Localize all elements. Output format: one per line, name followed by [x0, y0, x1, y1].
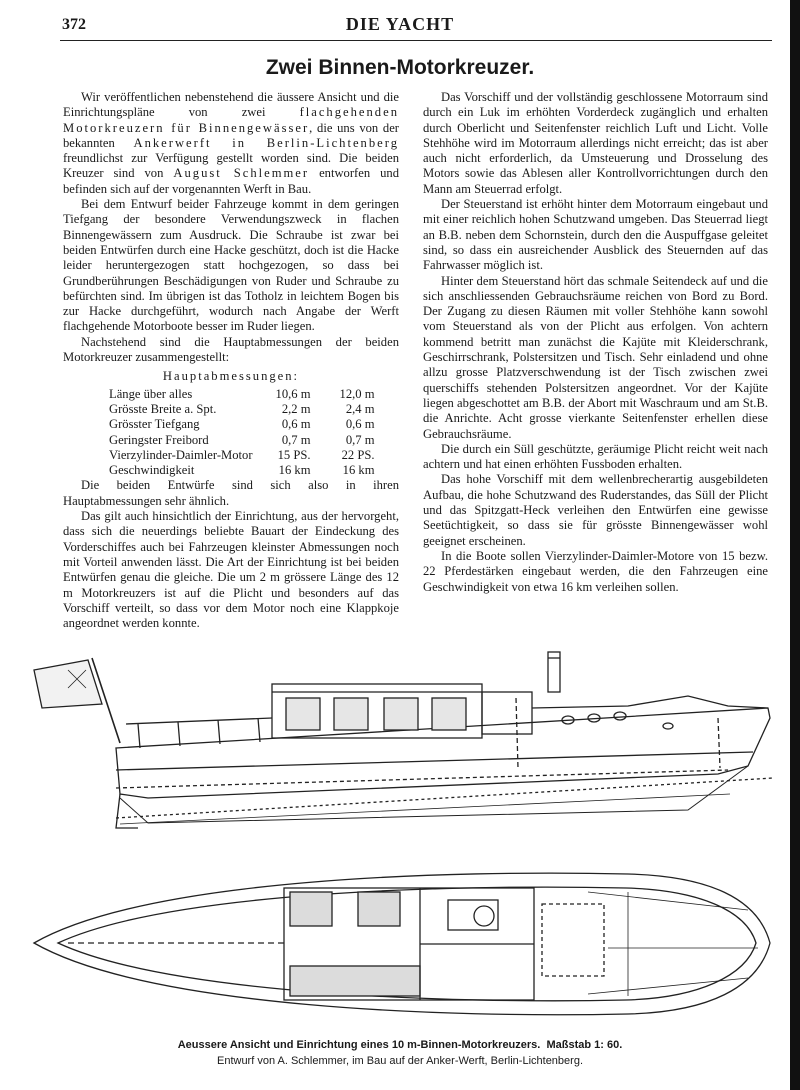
- dimensions-heading: Hauptabmessungen:: [162, 369, 300, 384]
- paragraph: Wir veröffentlichen nebenstehend die äussere Ansicht und die Einrichtungspläne von zwei flachgehenden Motorkreuzern für Binnengewässer, die uns von der bekannten Ankerwerft in Berlin-Lichtenberg freundlichst zur Verfügung gestellt worden sind. Die beiden Kreuzer sind von August Schlemmer entworfen und befinden sich auf der vorgenannten Werft in Bau.: [63, 90, 400, 196]
- article-title: Zwei Binnen-Motorkreuzer.: [265, 56, 535, 79]
- paragraph: Bei dem Entwurf beider Fahrzeuge kommt in dem geringen Tiefgang der besondere Verwendungszweck in flachen Binnengewässern zum Ausdruck. Die Schraube ist zwar bei beiden Entwürfen durch eine Hacke geschützt, doch ist die Hacke leider heruntergezogen statt hochgezogen, so dass bei Grundberührungen Beschädigungen von Ruder und Schraube zu befürchten sind. Im übrigen ist das Totholz in leichtem Bogen bis zur Hacke durchgeführt, wodurch nach Angabe der Werft flachgehende Motorboote besser im Ruder liegen.: [63, 197, 399, 334]
- side-elevation: [34, 652, 773, 828]
- deck-plan: [34, 873, 770, 1015]
- table-row: Geringster Freibord 0,7 m 0,7 m: [109, 432, 375, 447]
- paragraph: Das Vorschiff und der vollständig geschlossene Motorraum sind durch ein Luk im erhöhten Vorderdeck zugänglich und erhalten durch Oberlicht und Seitenfenster reichlich Luft und Licht. Volle Stehhöhe wird im Motorraum allerdings nicht erreicht; das ist aber auch nicht erforderlich, da Umsteuerung und Drosselung des Motors sowie das Ablesen aller Kontrollvorrichtungen durch den Mann am Steuerrad erfolgt.: [423, 90, 768, 196]
- running-head: DIE YACHT: [345, 14, 455, 34]
- right-column: [423, 90, 768, 595]
- paragraph: Das hohe Vorschiff mit dem wellenbrecherartig ausgebildeten Aufbau, die hohe Schutzwand des Ruderstandes, das Süll der Plicht und das Spitzgatt-Heck verleihen den Entwürfen eine gewisse Seetüchtigkeit, so dass sie für grösste Binnengewässer wohl geeignet erscheinen.: [423, 472, 768, 548]
- table-row: Vierzylinder-Daimler-Motor 15 PS. 22 PS.: [109, 447, 375, 462]
- paragraph: Hinter dem Steuerstand hört das schmale Seitendeck auf und die sich anschliessenden Gebrauchsräume reichen von Bord zu Bord. Der Zugang zu diesen Räumen mit voller Stehhöhe kann sowohl vom Steuerstand als von der Plicht aus erfolgen. Von achtern kommend betritt man zunächst die Kajüte mit Kleiderschrank, Geschirrschrank, Polstersitzen und Tisch. Sehr einladend und ohne allzu grosse Platzverschwendung ist der Tisch zwischen zwei querschiffs stehenden Polstersitzen angeordnet. Vor der Kajüte liegen abgeschottet am B.B. der Abort mit Waschraum und am St.B. die Anrichte. Acht grosse vierkante Seitenfenster erhellen diese Gebrauchsräume.: [423, 273, 768, 441]
- table-row: Grösster Tiefgang 0,6 m 0,6 m: [109, 417, 375, 432]
- table-row: Geschwindigkeit 16 km 16 km: [109, 463, 375, 478]
- left-column: [63, 90, 399, 631]
- paragraph: Der Steuerstand ist erhöht hinter dem Motorraum eingebaut und mit einer reichlich hohen Schutzwand umgeben. Das Steuerrad liegt an B.B. neben dem Schornstein, durch den die Auspuffgase geleitet sind, so dass ein ausreichender Ausblick des Steuernden auf das Fahrwasser möglich ist.: [423, 197, 768, 273]
- paragraph: Die durch ein Süll geschützte, geräumige Plicht reicht weit nach achtern und hat einen erhöhten Fussboden erhalten.: [423, 441, 768, 472]
- page-number: 372: [62, 16, 86, 33]
- caption-line: Aeussere Ansicht und Einrichtung eines 10 m-Binnen-Motorkreuzers. Maßstab 1: 60.: [177, 1039, 623, 1051]
- caption-line: Entwurf von A. Schlemmer, im Bau auf der Anker-Werft, Berlin-Lichtenberg.: [216, 1055, 583, 1067]
- dimensions-table: [109, 387, 381, 479]
- figure-caption: [0, 1037, 800, 1069]
- boat-drawing: [28, 648, 774, 1032]
- paragraph: Das gilt auch hinsichtlich der Einrichtung, aus der hervorgeht, dass sich die neuerdings beliebte Bauart der Eindeckung des Vorderschiffes auch bei Fahrzeugen kleinster Abmessungen noch mit Vorteil anwenden lässt. Die Art der Einrichtung ist bei beiden Entwürfen genau die gleiche. Die um 2 m grössere Länge des 12 m Motorkreuzers ist auf die Plicht und besonders auf das Vorschiff verteilt, so dass vor dem Motor noch eine Klappkoje angeordnet werden konnte.: [63, 509, 399, 631]
- paragraph: Nachstehend sind die Hauptabmessungen der beiden Motorkreuzer zusammengestellt:: [63, 334, 399, 365]
- paragraph: Die beiden Entwürfe sind sich also in ihren Hauptabmessungen sehr ähnlich.: [63, 478, 399, 508]
- head-rule: [60, 40, 772, 41]
- paragraph: In die Boote sollen Vierzylinder-Daimler-Motore von 15 bezw. 22 Pferdestärken eingebaut werden, die den Fahrzeugen eine Geschwindigkeit von etwa 16 km verleihen sollen.: [423, 548, 768, 594]
- scan-edge: [790, 0, 800, 1090]
- table-row: Länge über alles 10,6 m 12,0 m: [109, 386, 375, 401]
- table-row: Grösste Breite a. Spt. 2,2 m 2,4 m: [109, 401, 375, 416]
